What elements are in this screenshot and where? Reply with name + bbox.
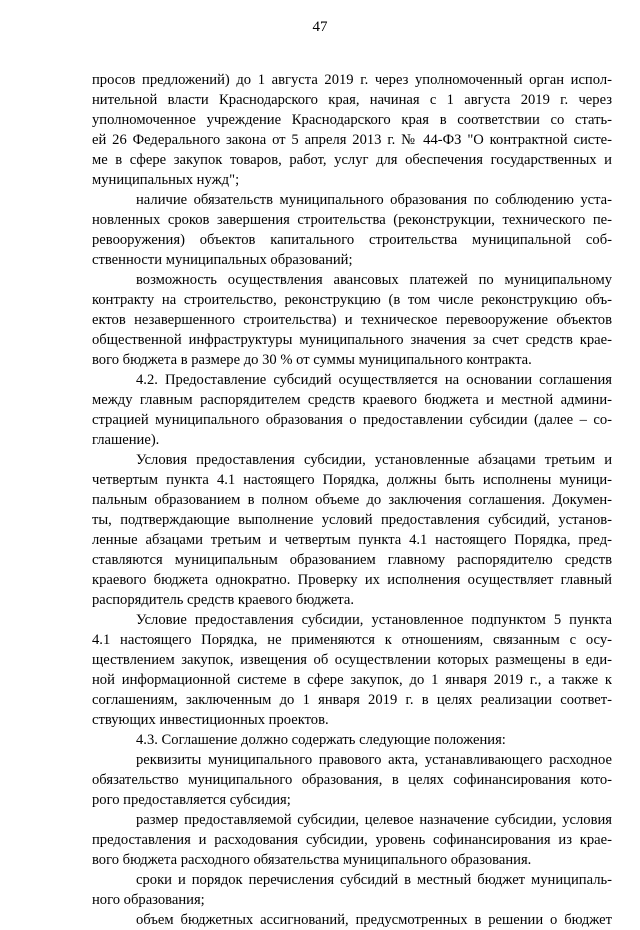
text-line: пальным образованием в полном объеме до заключения соглашения. Докумен- [92, 492, 612, 508]
text-line: уполномоченное учреждение Краснодарского края в соответствии со стать- [92, 112, 612, 128]
text-line: рого предоставляется субсидия; [92, 792, 291, 808]
text-line: ей 26 Федерального закона от 5 апреля 2013 г. № 44-ФЗ "О контрактной систе- [92, 132, 612, 148]
text-line: Условия предоставления субсидии, установленные абзацами третьим и [136, 452, 612, 468]
text-line: краевого бюджета однократно. Проверку их исполнения осуществляет главный [92, 572, 612, 588]
text-line: Условие предоставления субсидии, установленное подпунктом 5 пункта [136, 612, 612, 628]
text-line: ме в сфере закупок товаров, работ, услуг для обеспечения государственных и [92, 152, 612, 168]
text-line: 4.3. Соглашение должно содержать следующие положения: [136, 732, 506, 748]
text-line: между главным распорядителем средств краевого бюджета и местной админи- [92, 392, 612, 408]
body-text [92, 70, 612, 930]
text-line: обязательство муниципального образования, в целях софинансирования кото- [92, 772, 612, 788]
text-line: объем бюджетных ассигнований, предусмотренных в решении о бюджет [136, 912, 612, 928]
text-line: ществлением закупок, извещения об осуществлении которых размещены в еди- [92, 652, 612, 668]
text-line: общественной инфраструктуры муниципального значения за счет средств крае- [92, 332, 612, 348]
text-line: 4.1 настоящего Порядка, не применяются к отношениям, связанным с осу- [92, 632, 612, 648]
text-line: четвертым пункта 4.1 настоящего Порядка, должны быть исполнены муници- [92, 472, 612, 488]
text-line: ствующих инвестиционных проектов. [92, 712, 329, 728]
text-line: ного образования; [92, 892, 205, 908]
text-line: ленные абзацами третьим и четвертым пункта 4.1 настоящего Порядка, пред- [92, 532, 612, 548]
text-line: 4.2. Предоставление субсидий осуществляется на основании соглашения [136, 372, 612, 388]
text-line: вого бюджета расходного обязательства муниципального образования. [92, 852, 532, 868]
text-line: нительной власти Краснодарского края, начиная с 1 августа 2019 г. через [92, 92, 612, 108]
text-line: ственности муниципальных образований; [92, 252, 353, 268]
text-line: предоставления и расходования субсидии, уровень софинансирования из крае- [92, 832, 612, 848]
text-line: реквизиты муниципального правового акта, устанавливающего расходное [136, 752, 612, 768]
text-line: просов предложений) до 1 августа 2019 г. через уполномоченный орган испол- [92, 72, 612, 88]
text-line: муниципальных нужд"; [92, 172, 240, 188]
text-line: контракту на строительство, реконструкцию (в том числе реконструкцию объ- [92, 292, 612, 308]
text-line: глашение). [92, 432, 160, 448]
text-line: размер предоставляемой субсидии, целевое назначение субсидии, условия [136, 812, 612, 828]
text-line: вого бюджета в размере до 30 % от суммы муниципального контракта. [92, 352, 532, 368]
text-line: ревооружения) объектов капитального строительства муниципальной соб- [92, 232, 612, 248]
text-line: страцией муниципального образования о предоставлении субсидии (далее – со- [92, 412, 612, 428]
text-line: распорядитель средств краевого бюджета. [92, 592, 354, 608]
text-line: ставляются муниципальным образованием главному распорядителю средств [92, 552, 612, 568]
text-line: новленных сроков завершения строительства (реконструкции, технического пе- [92, 212, 612, 228]
text-line: соглашениям, заключенным до 1 января 2019 г. в целях реализации соответ- [92, 692, 612, 708]
text-line: сроки и порядок перечисления субсидий в местный бюджет муниципаль- [136, 872, 612, 888]
text-line: ной информационной системе в сфере закупок, до 1 января 2019 г., а также к [92, 672, 612, 688]
text-line: ектов незавершенного строительства) и техническое перевооружение объектов [92, 312, 612, 328]
text-line: ты, подтверждающие выполнение условий предоставления субсидий, установ- [92, 512, 612, 528]
page-number: 47 [312, 19, 328, 35]
text-line: возможность осуществления авансовых платежей по муниципальному [136, 272, 612, 288]
text-line: наличие обязательств муниципального образования по соблюдению уста- [136, 192, 612, 208]
